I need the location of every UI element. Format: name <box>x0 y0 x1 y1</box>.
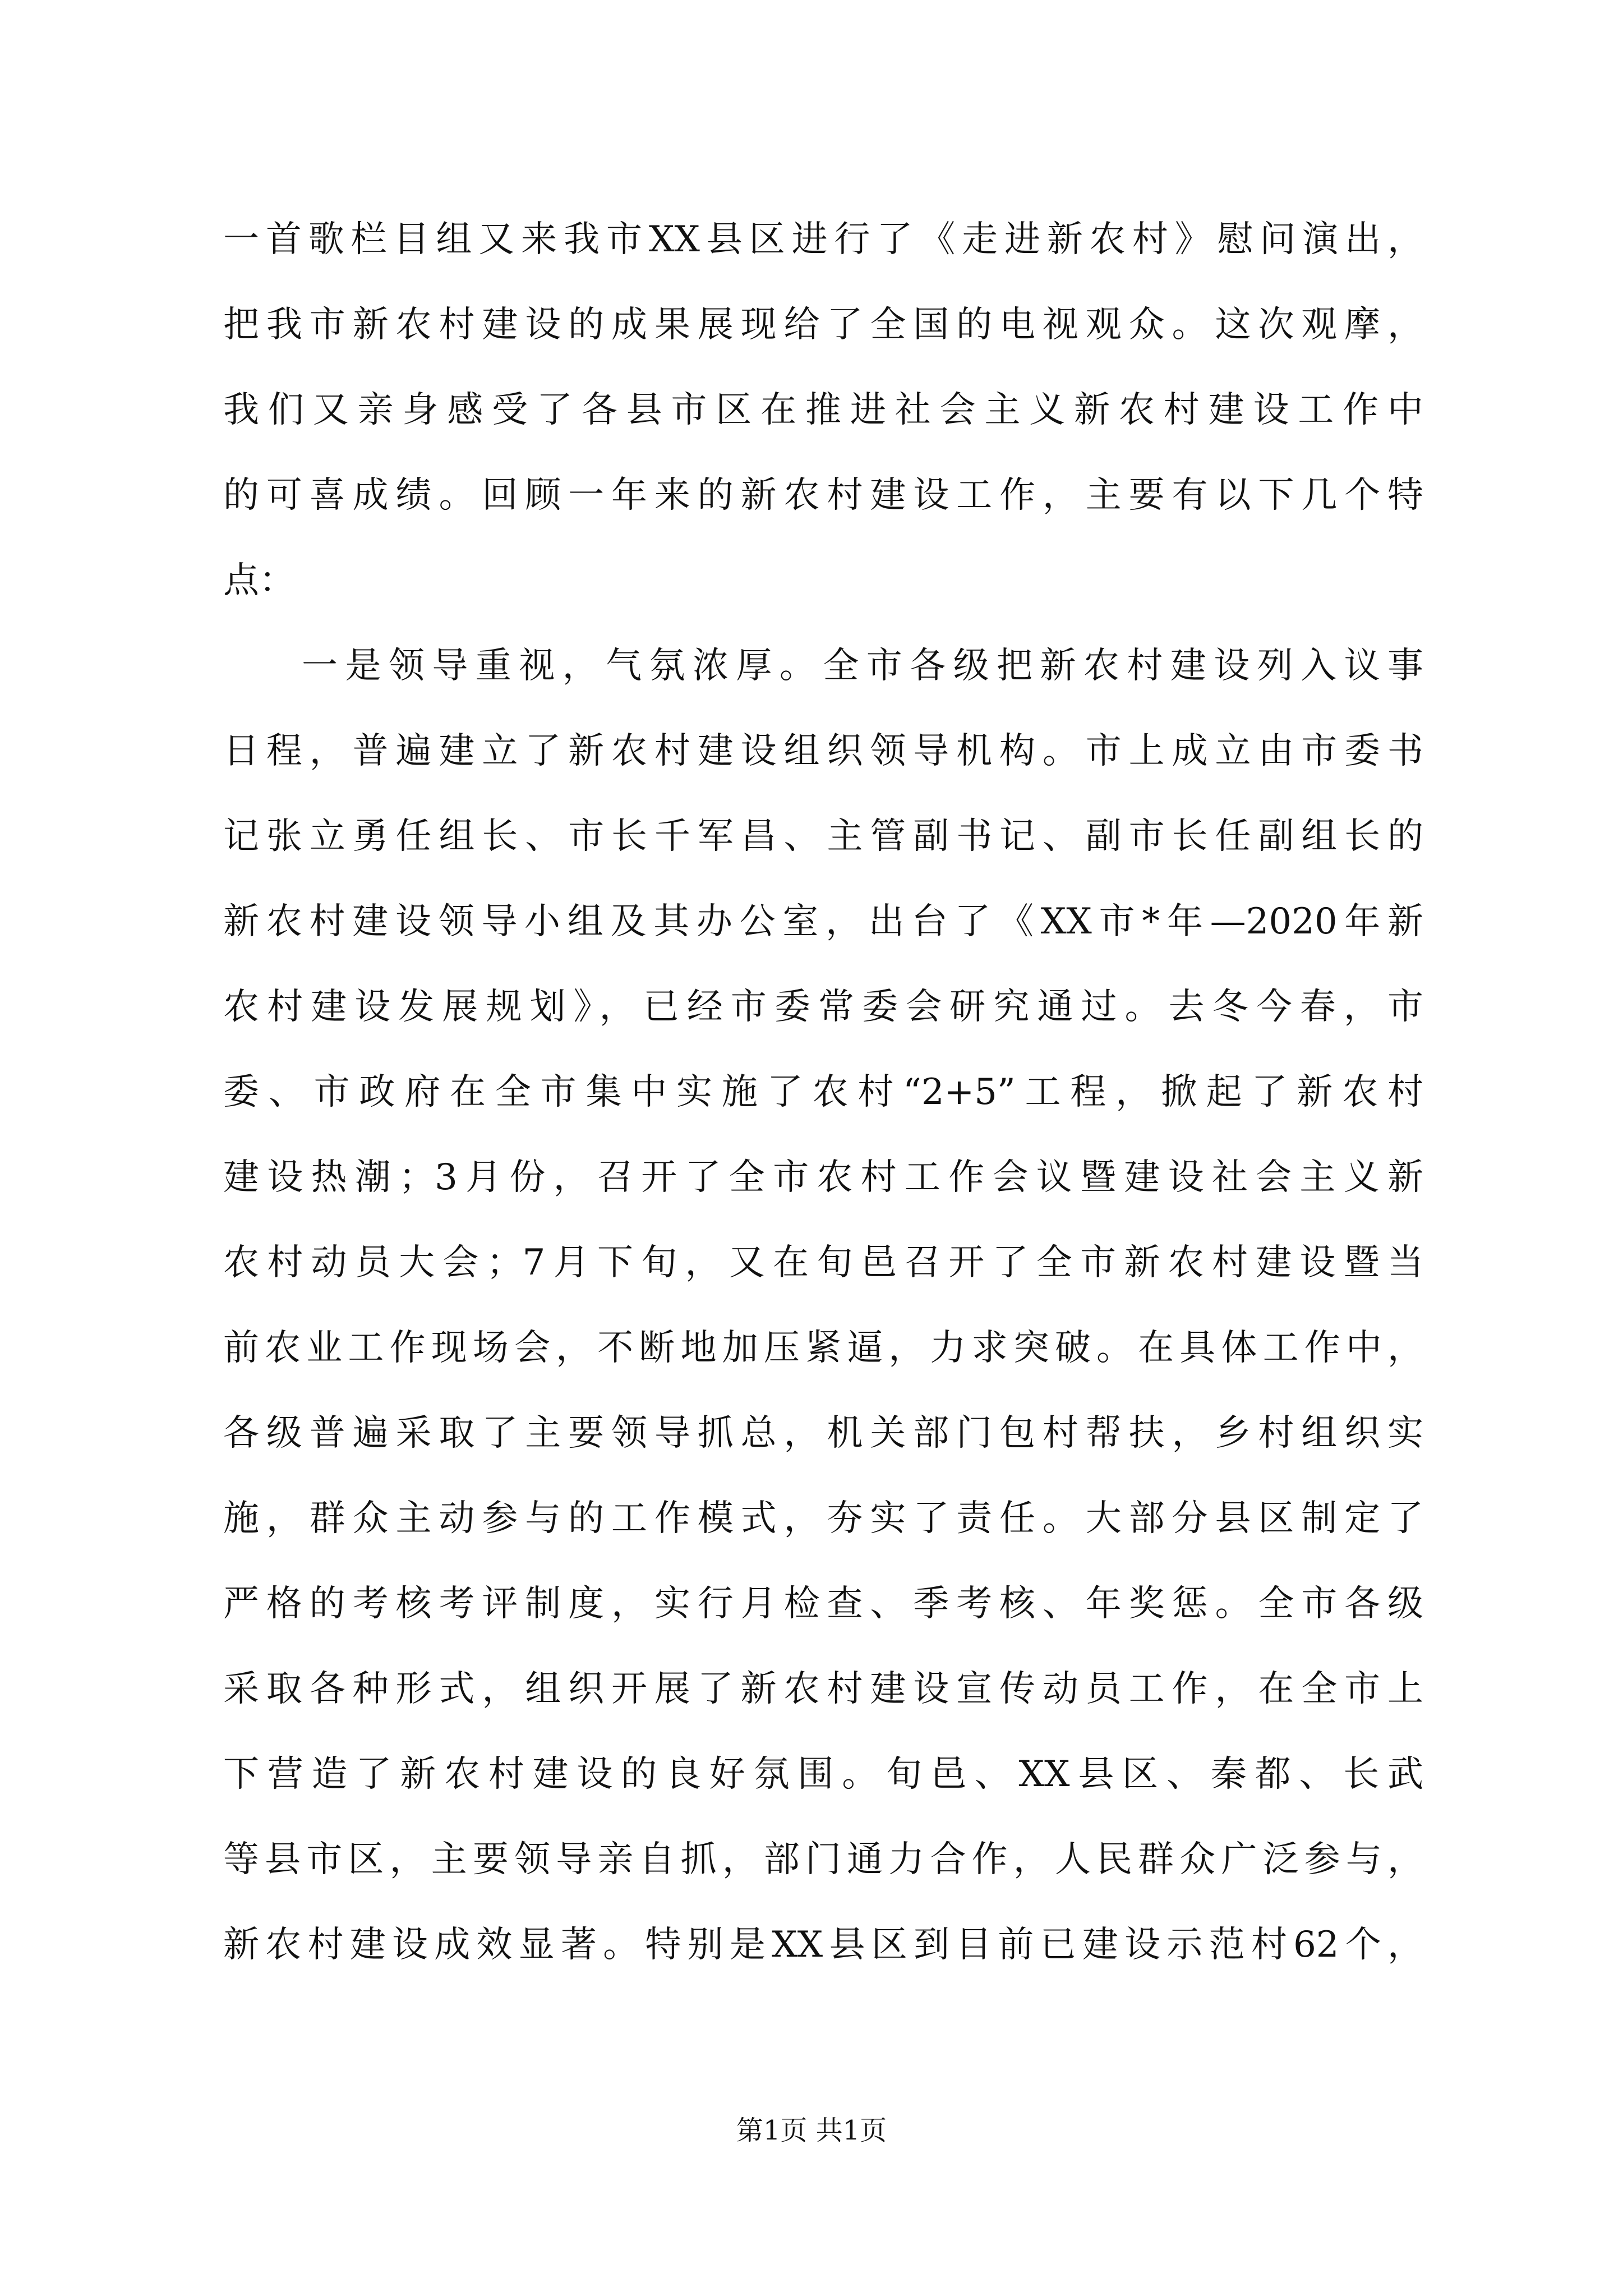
paragraph-line: 前农业工作现场会，不断地加压紧逼，力求突破。在具体工作中， <box>223 1327 1423 1369</box>
paragraph-line: 新农村建设成效显著。特别是XX县区到目前已建设示范村62个， <box>223 1924 1423 1966</box>
paragraph-line: 点： <box>223 560 295 601</box>
paragraph-line: 建设热潮；3月份，召开了全市农村工作会议暨建设社会主义新 <box>223 1157 1423 1198</box>
paragraph-line: 下营造了新农村建设的良好氛围。旬邑、XX县区、秦都、长武 <box>223 1754 1423 1795</box>
paragraph-line: 委、市政府在全市集中实施了农村“2+5”工程，掀起了新农村 <box>223 1071 1423 1113</box>
paragraph-line: 一是领导重视，气氛浓厚。全市各级把新农村建设列入议事 <box>302 645 1423 687</box>
page-number-footer: 第1页 共1页 <box>736 2115 887 2146</box>
paragraph-line: 日程，普遍建立了新农村建设组织领导机构。市上成立由市委书 <box>223 730 1423 772</box>
paragraph-line: 等县市区，主要领导亲自抓，部门通力合作，人民群众广泛参与， <box>223 1839 1423 1880</box>
paragraph-line: 各级普遍采取了主要领导抓总，机关部门包村帮扶，乡村组织实 <box>223 1412 1423 1454</box>
paragraph-line: 严格的考核考评制度，实行月检查、季考核、年奖惩。全市各级 <box>223 1583 1423 1625</box>
paragraph-line: 新农村建设领导小组及其办公室，出台了《XX市*年—2020年新 <box>223 901 1423 942</box>
paragraph-line: 农村建设发展规划》，已经市委常委会研究通过。去冬今春，市 <box>223 986 1423 1028</box>
paragraph-line: 记张立勇任组长、市长千军昌、主管副书记、副市长任副组长的 <box>223 816 1423 857</box>
paragraph-line: 的可喜成绩。回顾一年来的新农村建设工作，主要有以下几个特 <box>223 475 1423 516</box>
paragraph-line: 采取各种形式，组织开展了新农村建设宣传动员工作，在全市上 <box>223 1668 1423 1710</box>
paragraph-line: 我们又亲身感受了各县市区在推进社会主义新农村建设工作中 <box>223 389 1423 431</box>
paragraph-line: 一首歌栏目组又来我市XX县区进行了《走进新农村》慰问演出， <box>223 219 1423 260</box>
paragraph-line: 施，群众主动参与的工作模式，夯实了责任。大部分县区制定了 <box>223 1498 1423 1539</box>
paragraph-line: 农村动员大会；7月下旬，又在旬邑召开了全市新农村建设暨当 <box>223 1242 1423 1283</box>
paragraph-line: 把我市新农村建设的成果展现给了全国的电视观众。这次观摩， <box>223 304 1423 346</box>
